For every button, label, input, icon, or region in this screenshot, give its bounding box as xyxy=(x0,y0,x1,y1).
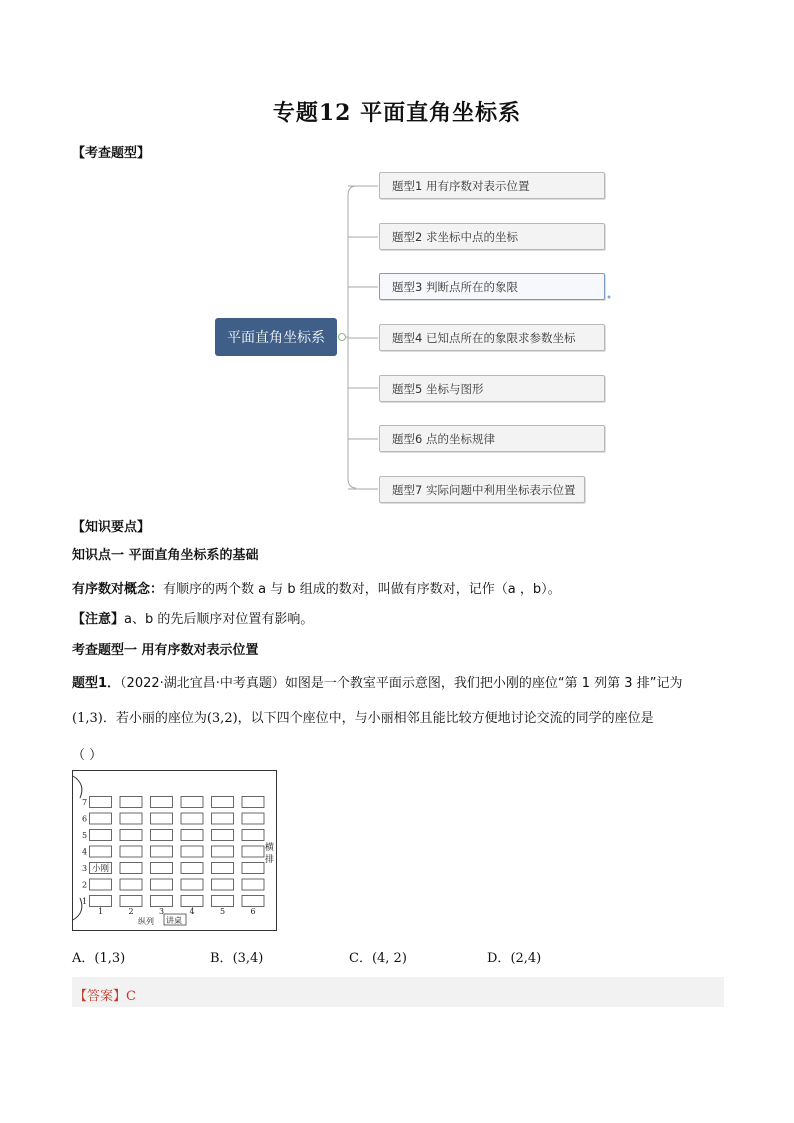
row-label: 4 xyxy=(82,847,88,857)
column-label: 2 xyxy=(128,907,134,916)
mindmap-node-3[interactable]: 题型3 判断点所在的象限 xyxy=(379,273,605,300)
desk xyxy=(212,797,234,808)
desk xyxy=(181,896,203,907)
desk xyxy=(151,879,173,890)
option-b-value: (3,4) xyxy=(232,951,264,966)
option-c-value: (4, 2) xyxy=(371,951,407,966)
desk xyxy=(212,830,234,841)
mindmap-node-1[interactable]: 题型1 用有序数对表示位置 xyxy=(379,172,605,199)
knowledge-heading-1: 知识点一 平面直角坐标系的基础 xyxy=(72,548,259,563)
label-jiangtai: 讲桌 xyxy=(166,916,182,925)
row-label: 7 xyxy=(82,798,88,807)
desk xyxy=(212,879,234,890)
type1-heading: 考查题型一 用有序数对表示位置 xyxy=(72,643,259,658)
desk xyxy=(90,813,112,824)
option-b-label: B． xyxy=(210,951,233,966)
mindmap-root[interactable]: 平面直角坐标系 xyxy=(215,318,337,356)
desk xyxy=(242,830,264,841)
column-label: 5 xyxy=(220,907,226,916)
question-text-2: ．若小丽的座位为 xyxy=(102,711,207,726)
desk xyxy=(120,896,142,907)
column-label: 4 xyxy=(189,907,195,916)
desk xyxy=(181,863,203,874)
option-a[interactable] xyxy=(72,947,125,966)
desk xyxy=(120,813,142,824)
desk xyxy=(120,846,142,857)
desk xyxy=(120,863,142,874)
classroom-diagram xyxy=(72,770,278,932)
desk xyxy=(181,797,203,808)
question-line-1 xyxy=(72,672,682,691)
desk xyxy=(151,797,173,808)
desk xyxy=(242,896,264,907)
answer-value: C xyxy=(126,989,136,1004)
concept-paragraph xyxy=(72,578,561,597)
desk xyxy=(212,813,234,824)
desk xyxy=(90,846,112,857)
option-d-label: D． xyxy=(487,951,511,966)
page-title: 专题12 平面直角坐标系 xyxy=(272,100,522,126)
column-label: 6 xyxy=(250,907,256,916)
desk xyxy=(212,846,234,857)
option-b[interactable] xyxy=(210,947,263,966)
desk xyxy=(120,830,142,841)
column-label: 3 xyxy=(159,907,165,916)
concept-text: 有顺序的两个数 a 与 b 组成的数对，叫做有序数对，记作（a ，b）。 xyxy=(163,582,561,597)
desk xyxy=(151,863,173,874)
concept-label: 有序数对概念： xyxy=(72,582,164,597)
option-c[interactable] xyxy=(349,947,407,966)
answer xyxy=(74,985,136,1004)
desk xyxy=(181,830,203,841)
mindmap-node-4[interactable]: 题型4 已知点所在的象限求参数坐标 xyxy=(379,324,605,351)
row-label: 6 xyxy=(82,814,88,824)
label-zonglie: 纵列 xyxy=(138,917,154,926)
desk xyxy=(151,813,173,824)
question-label: 题型1． xyxy=(72,676,121,691)
question-source: （2022·湖北宜昌·中考真题） xyxy=(120,676,285,691)
note-label: 【注意】 xyxy=(72,612,125,627)
option-a-value: (1,3) xyxy=(94,951,126,966)
desk xyxy=(242,813,264,824)
desk xyxy=(151,846,173,857)
desk xyxy=(242,879,264,890)
label-pai: 排 xyxy=(265,855,275,865)
answer-label: 【答案】 xyxy=(74,989,127,1004)
answer-bar xyxy=(72,977,724,1007)
desk xyxy=(181,813,203,824)
note-paragraph xyxy=(72,608,313,627)
row-label: 5 xyxy=(82,831,88,840)
question-line-2 xyxy=(72,707,654,726)
desk xyxy=(242,797,264,808)
desk xyxy=(120,797,142,808)
row-label: 2 xyxy=(82,880,88,890)
question-blank: （ ） xyxy=(72,748,103,763)
note-text: a、b 的先后顺序对位置有影响。 xyxy=(124,612,314,627)
mindmap-node-5[interactable]: 题型5 坐标与图形 xyxy=(379,375,605,402)
option-d[interactable] xyxy=(487,947,541,966)
desk xyxy=(242,863,264,874)
desk xyxy=(90,797,112,808)
label-heng: 横 xyxy=(265,843,275,853)
mindmap-node-6[interactable]: 题型6 点的坐标规律 xyxy=(379,425,605,452)
section-heading-types: 【考查题型】 xyxy=(72,146,151,161)
desk xyxy=(90,896,112,907)
desk xyxy=(90,879,112,890)
option-c-label: C． xyxy=(349,951,372,966)
mindmap-node-2[interactable]: 题型2 求坐标中点的坐标 xyxy=(379,223,605,250)
coord-xiaogang: (1,3) xyxy=(72,711,103,726)
desk xyxy=(90,830,112,841)
section-heading-knowledge: 【知识要点】 xyxy=(72,520,151,535)
desk xyxy=(120,879,142,890)
option-a-label: A． xyxy=(72,951,95,966)
desk xyxy=(181,879,203,890)
option-d-value: (2,4) xyxy=(510,951,542,966)
label-xiaogang: 小刚 xyxy=(92,864,110,874)
desk xyxy=(151,896,173,907)
question-text-1: 如图是一个教室平面示意图，我们把小刚的座位“第 1 列第 3 排”记为 xyxy=(284,676,683,691)
desk xyxy=(242,846,264,857)
desk xyxy=(212,863,234,874)
column-label: 1 xyxy=(98,907,104,916)
row-label: 3 xyxy=(82,864,88,873)
row-label: 1 xyxy=(82,897,88,906)
mindmap-node-7[interactable]: 题型7 实际问题中利用坐标表示位置 xyxy=(379,476,585,503)
question-text-3: ，以下四个座位中，与小丽相邻且能比较方便地讨论交流的同学的座位是 xyxy=(237,711,654,726)
desk xyxy=(212,896,234,907)
desk xyxy=(151,830,173,841)
coord-xiaoli: (3,2) xyxy=(206,711,238,726)
desk xyxy=(181,846,203,857)
